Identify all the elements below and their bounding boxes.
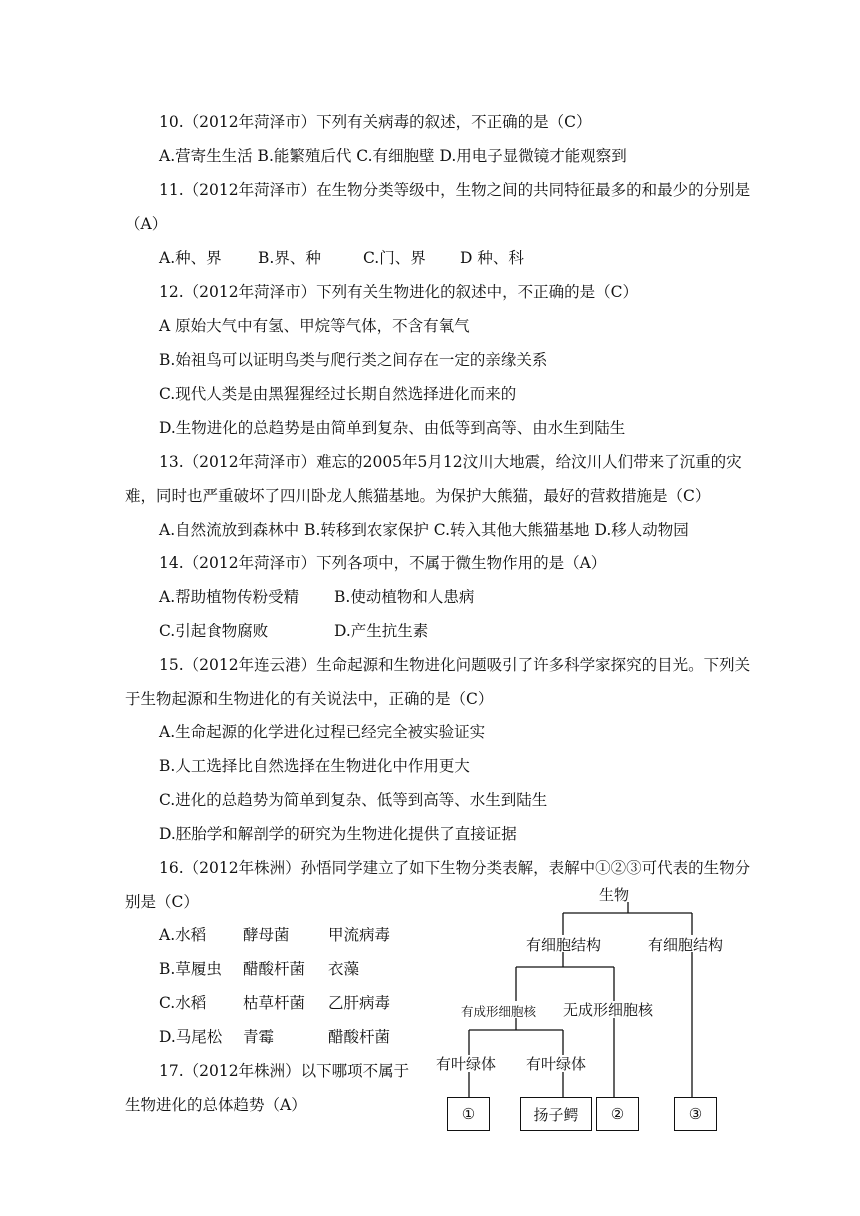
- q11-stem-2: （A）: [125, 215, 168, 233]
- q13-stem-2: 难，同时也严重破坏了四川卧龙人熊猫基地。为保护大熊猫，最好的营救措施是（C）: [125, 487, 711, 505]
- q14-option-d: D.产生抗生素: [334, 622, 429, 640]
- q16-row-a-col1: A.水稻: [159, 926, 207, 944]
- q16-row-d-col1: D.马尾松: [159, 1028, 223, 1046]
- q11-option-c: C.门、界: [363, 249, 426, 267]
- q16-row-c-col2: 枯草杆菌: [243, 994, 306, 1012]
- q16-row-b-col3: 衣藻: [328, 960, 360, 978]
- q14-option-a: A.帮助植物传粉受精: [159, 588, 300, 606]
- tree-level1-left-label: 有细胞结构: [526, 936, 602, 954]
- q12-stem: 12.（2012年菏泽市）下列有关生物进化的叙述中，不正确的是（C）: [159, 283, 638, 301]
- tree-box-3: ③: [674, 1097, 717, 1131]
- q16-stem-2: 别是（C）: [125, 893, 199, 911]
- q14-option-c: C.引起食物腐败: [159, 622, 269, 640]
- q16-row-c-col3: 乙肝病毒: [328, 994, 391, 1012]
- q16-row-a-col2: 酵母菌: [243, 926, 290, 944]
- q12-option-c: C.现代人类是由黑猩猩经过长期自然选择进化而来的: [159, 385, 517, 403]
- tree-level3-left-label: 有叶绿体: [436, 1055, 497, 1073]
- q15-option-b: B.人工选择比自然选择在生物进化中作用更大: [159, 757, 470, 775]
- q10-stem: 10.（2012年菏泽市）下列有关病毒的叙述，不正确的是（C）: [159, 113, 592, 131]
- q15-option-a: A.生命起源的化学进化过程已经完全被实验证实: [159, 723, 486, 741]
- q16-row-b-col1: B.草履虫: [159, 960, 222, 978]
- tree-level1-right-label: 有细胞结构: [648, 936, 724, 954]
- q16-row-b-col2: 醋酸杆菌: [243, 960, 306, 978]
- q11-option-d: D 种、科: [460, 249, 524, 267]
- q11-stem-1: 11.（2012年菏泽市）在生物分类等级中，生物之间的共同特征最多的和最少的分别是: [159, 181, 751, 199]
- q12-option-d: D.生物进化的总趋势是由简单到复杂、由低等到高等、由水生到陆生: [159, 419, 626, 437]
- q14-stem: 14.（2012年菏泽市）下列各项中，不属于微生物作用的是（A）: [159, 554, 607, 572]
- q16-row-a-col3: 甲流病毒: [328, 926, 391, 944]
- q15-option-c: C.进化的总趋势为简单到复杂、低等到高等、水生到陆生: [159, 791, 548, 809]
- tree-box-2: ②: [596, 1097, 639, 1131]
- q17-stem-2: 生物进化的总体趋势（A）: [125, 1096, 307, 1114]
- tree-level2-right-label: 无成形细胞核: [563, 1001, 654, 1019]
- q11-option-a: A.种、界: [159, 249, 222, 267]
- tree-level3-right-label: 有叶绿体: [526, 1055, 587, 1073]
- q16-row-d-col3: 醋酸杆菌: [328, 1028, 391, 1046]
- q11-option-b: B.界、种: [258, 249, 321, 267]
- tree-box-1: ①: [447, 1097, 490, 1131]
- q17-stem-1: 17.（2012年株洲）以下哪项不属于: [159, 1062, 410, 1080]
- q16-row-c-col1: C.水稻: [159, 994, 207, 1012]
- q14-option-b: B.使动植物和人患病: [334, 588, 475, 606]
- tree-level2-left-label: 有成形细胞核: [461, 1004, 537, 1019]
- tree-box-example: 扬子鳄: [520, 1097, 592, 1131]
- q13-stem-1: 13.（2012年菏泽市）难忘的2005年5月12汶川大地震，给汶川人们带来了沉重的灾: [159, 453, 742, 471]
- q10-options: A.营寄生生活 B.能繁殖后代 C.有细胞壁 D.用电子显微镜才能观察到: [159, 147, 627, 165]
- q16-stem-1: 16.（2012年株洲）孙悟同学建立了如下生物分类表解，表解中①②③可代表的生物分: [159, 859, 751, 877]
- q16-row-d-col2: 青霉: [243, 1028, 275, 1046]
- q15-stem-1: 15.（2012年连云港）生命起源和生物进化问题吸引了许多科学家探究的目光。下列关: [159, 656, 751, 674]
- tree-root-label: 生物: [599, 886, 630, 904]
- q13-options: A.自然流放到森林中 B.转移到农家保护 C.转入其他大熊猫基地 D.移人动物园: [159, 521, 689, 539]
- q12-option-b: B.始祖鸟可以证明鸟类与爬行类之间存在一定的亲缘关系: [159, 351, 548, 369]
- q15-stem-2: 于生物起源和生物进化的有关说法中，正确的是（C）: [125, 690, 494, 708]
- q12-option-a: A 原始大气中有氢、甲烷等气体，不含有氧气: [159, 317, 470, 335]
- q15-option-d: D.胚胎学和解剖学的研究为生物进化提供了直接证据: [159, 825, 517, 843]
